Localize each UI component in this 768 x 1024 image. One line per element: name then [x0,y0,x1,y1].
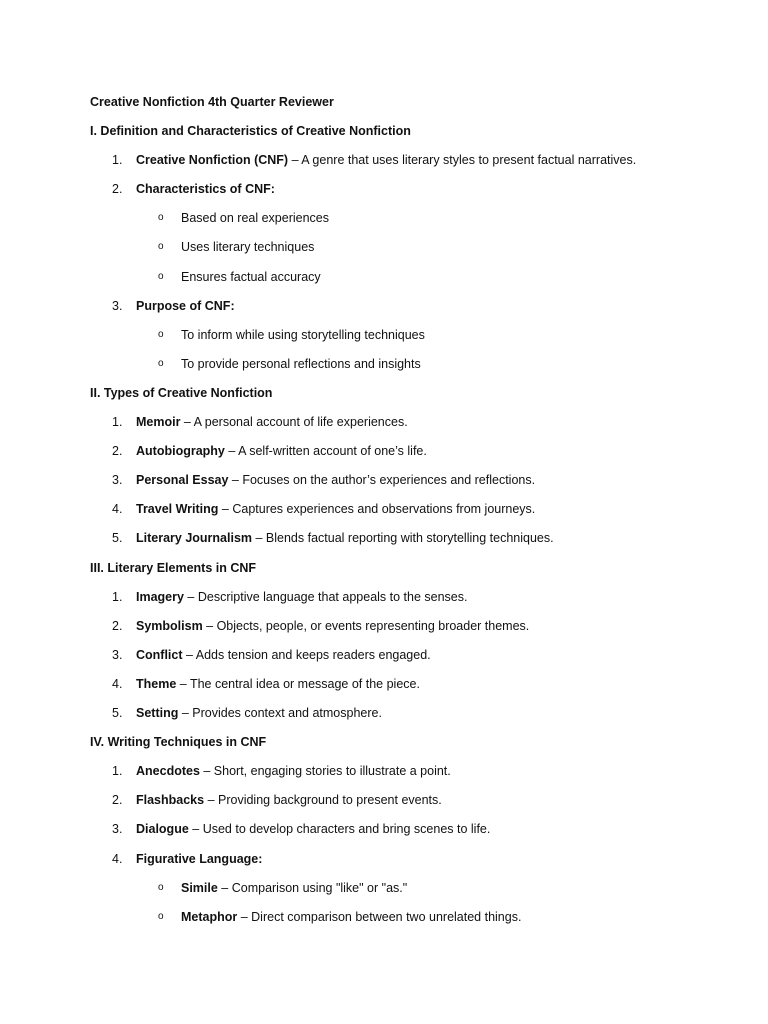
bullet-icon: o [158,357,164,369]
list-item [0,472,768,488]
list-item-description: – Captures experiences and observations from journeys. [218,502,536,517]
list-item-term: Purpose of CNF: [136,298,235,313]
list-item [0,851,768,867]
list-item-description: – Used to develop characters and bring scenes to life. [188,822,491,837]
list-item-number: 3. [112,298,123,313]
sub-list-item [0,239,768,255]
list-item-number: 3. [112,822,123,837]
sub-list-item-description: To inform while using storytelling techniques [181,327,425,342]
list-item [0,618,768,634]
list-item-description: – Providing background to present events. [204,793,442,808]
list-item-text [136,414,408,430]
section-heading-text: III. Literary Elements in CNF [90,560,257,575]
list-item-text [136,763,451,779]
list-item-term: Figurative Language: [136,851,263,866]
list-item [0,152,768,168]
bullet-icon: o [158,270,164,282]
list-item [0,792,768,808]
list-item-term: Conflict [136,647,183,662]
sub-list-item-text [181,239,314,255]
list-item-description: – Short, engaging stories to illustrate a point. [199,764,451,779]
list-item-number: 1. [112,589,123,604]
bullet-icon: o [158,881,164,893]
list-item-description: – Provides context and atmosphere. [178,706,382,720]
list-item-text [136,181,275,197]
list-item-term: Travel Writing [136,502,219,517]
sub-list-item-description: – Direct comparison between two unrelated things. [237,909,522,924]
list-item-term: Characteristics of CNF: [136,182,275,197]
list-item [0,443,768,459]
sub-list-item [0,356,768,372]
list-item-number: 2. [112,618,123,633]
sub-list-item [0,327,768,343]
list-item-term: Symbolism [136,618,203,633]
list-item [0,763,768,779]
list-item-term: Anecdotes [136,764,200,779]
bullet-icon: o [158,212,164,224]
list-item-text [136,530,554,546]
list-item-text [136,152,636,168]
list-item-description: – A self-written account of one’s life. [224,444,427,459]
list-item [0,821,768,837]
sub-list-item [0,909,768,925]
list-item-description: – Blends factual reporting with storytelling techniques. [252,531,554,546]
bullet-icon: o [158,241,164,253]
sub-list-item-description: – Comparison using "like" or "as." [217,880,408,895]
list-item [0,676,768,692]
section-heading-text: II. Types of Creative Nonfiction [90,385,273,400]
list-item [0,589,768,605]
sub-list-item-text [181,880,407,896]
sub-list-item-description: To provide personal reflections and insights [181,356,421,371]
list-item-description: – A personal account of life experiences. [180,415,408,429]
list-item-text [136,792,442,808]
list-item-text [136,647,431,663]
list-item [0,298,768,314]
list-item-text [136,676,420,692]
section-heading [0,123,768,139]
list-item-number: 5. [112,706,123,720]
list-item [0,647,768,663]
list-item-term: Personal Essay [136,473,229,488]
section-heading [0,734,768,750]
section-heading-text: IV. Writing Techniques in CNF [90,735,267,750]
list-item [0,414,768,430]
list-item-number: 3. [112,473,123,488]
list-item [0,181,768,197]
list-item-number: 2. [112,444,123,459]
sub-list-item-text [181,356,421,372]
list-item-description: – A genre that uses literary styles to present factual narratives. [288,153,637,168]
list-item-term: Creative Nonfiction (CNF) [136,153,289,168]
list-item-term: Memoir [136,415,181,429]
list-item-text [136,443,427,459]
list-item-description: – Focuses on the author’s experiences and reflections. [228,473,536,488]
list-item-term: Imagery [136,589,184,604]
sub-list-item-text [181,909,521,925]
list-item-text [136,472,535,488]
list-item-term: Setting [136,706,179,720]
list-item-number: 1. [112,764,123,779]
sub-list-item-text [181,210,329,226]
list-item-text [136,705,382,721]
list-item-text [136,821,490,837]
list-item-text [136,851,262,867]
list-item-description: – The central idea or message of the piece. [176,676,420,691]
list-item-description: – Descriptive language that appeals to the senses. [183,589,468,604]
list-item-text [136,501,535,517]
list-item-number: 4. [112,502,123,517]
list-item-term: Flashbacks [136,793,205,808]
sub-list-item-text [181,269,321,285]
bullet-icon: o [158,910,164,922]
list-item-number: 2. [112,793,123,808]
section-heading [0,560,768,576]
list-item-number: 4. [112,851,123,866]
section-heading-text: I. Definition and Characteristics of Creative Nonfiction [90,124,411,138]
sub-list-item [0,269,768,285]
list-item-number: 2. [112,182,123,197]
list-item-term: Autobiography [136,444,225,459]
list-item-text [136,298,235,314]
list-item [0,501,768,517]
list-item-description: – Objects, people, or events representing broader themes. [202,618,530,633]
list-item-number: 5. [112,531,123,546]
bullet-icon: o [158,328,164,340]
sub-list-item-description: Ensures factual accuracy [181,269,321,284]
list-item-number: 1. [112,153,123,168]
list-item-text [136,618,529,634]
document-title: Creative Nonfiction 4th Quarter Reviewer [90,95,334,109]
list-item-number: 3. [112,647,123,662]
list-item-description: – Adds tension and keeps readers engaged. [182,647,431,662]
sub-list-item [0,210,768,226]
list-item-term: Theme [136,676,177,691]
list-item-term: Dialogue [136,822,189,837]
list-item [0,530,768,546]
sub-list-item-term: Metaphor [181,909,238,924]
sub-list-item-description: Uses literary techniques [181,240,315,255]
sub-list-item-text [181,327,425,343]
sub-list-item-description: Based on real experiences [181,211,330,226]
sub-list-item-term: Simile [181,880,218,895]
section-heading [0,385,768,401]
sub-list-item [0,880,768,896]
list-item [0,705,768,721]
list-item-text [136,589,467,605]
list-item-term: Literary Journalism [136,531,253,546]
list-item-number: 4. [112,676,123,691]
list-item-number: 1. [112,415,123,429]
